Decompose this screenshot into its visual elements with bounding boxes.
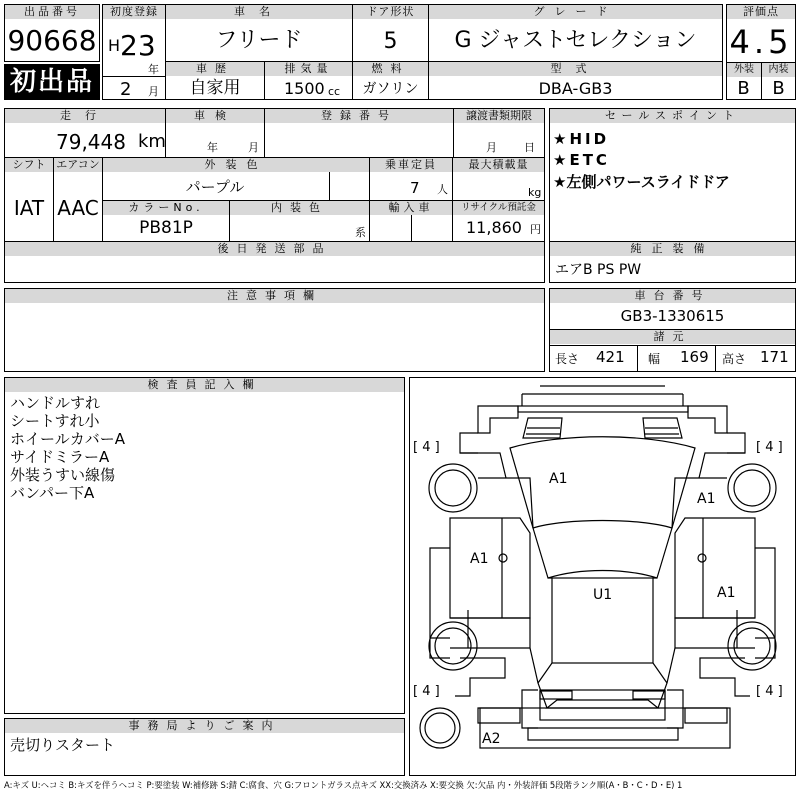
length-label: 長さ	[555, 352, 580, 366]
score-label: 評価点	[727, 5, 795, 19]
interior-color-unit: 系	[355, 226, 366, 239]
grade-value: G ジャストセレクション	[454, 28, 697, 53]
tire-tread-mark: [ 4 ]	[756, 684, 783, 699]
inspection-label: 車検	[166, 109, 264, 123]
exterior-color: パープル	[185, 178, 245, 196]
door-count: 5	[383, 29, 398, 54]
inspector-note: シートすれ小	[10, 412, 100, 430]
chassis-number: GB3-1330615	[620, 307, 725, 325]
damage-mark: A1	[470, 551, 489, 567]
shift-label: シフト	[5, 158, 53, 172]
capacity: 7	[410, 179, 420, 197]
inspector-note: 外装うすい線傷	[10, 466, 116, 484]
tire-tread-mark: [ 4 ]	[413, 440, 440, 455]
car-name: フリード	[215, 28, 303, 53]
office-label: 事務局よりご案内	[5, 719, 404, 733]
capacity-unit: 人	[437, 183, 448, 196]
exterior-grade-label: 外装	[727, 63, 761, 77]
color-number: PB81P	[139, 218, 193, 238]
interior-grade-label: 内装	[762, 63, 795, 77]
transfer-month-unit: 月	[486, 141, 497, 154]
damage-mark: A1	[697, 491, 716, 507]
sales-point: ★HID	[553, 130, 610, 148]
damage-mark: A2	[482, 731, 501, 747]
inspection-year-unit: 年	[207, 141, 218, 154]
history-label: 車歴	[166, 62, 264, 76]
damage-mark: U1	[593, 587, 613, 603]
recycle-fee-unit: 円	[530, 223, 541, 236]
length-value: 421	[596, 348, 625, 366]
inspector-note: バンパー下A	[10, 484, 95, 502]
first-listing-badge: 初出品	[4, 64, 100, 100]
later-parts-label: 後日発送部品	[5, 242, 544, 256]
inspector-note: ホイールカバーA	[10, 430, 125, 448]
sales-point: ★ETC	[553, 151, 610, 169]
recycle-fee-label: リサイクル預託金	[453, 201, 544, 215]
interior-color-label: 内装色	[230, 201, 369, 215]
lot-number-label: 出品番号	[5, 5, 99, 19]
registration-month: 2	[120, 79, 132, 100]
mileage: 79,448	[56, 130, 126, 154]
inspection-month-unit: 月	[248, 141, 259, 154]
interior-grade: B	[772, 78, 785, 99]
registration-number-label: 登録番号	[265, 109, 453, 123]
model-code-label: 型式	[429, 62, 722, 76]
displacement-label: 排気量	[265, 62, 352, 76]
color-number-label: カラーNo.	[103, 201, 229, 215]
inspector-label: 検査員記入欄	[5, 378, 404, 392]
inspector-note: サイドミラーA	[10, 448, 110, 466]
width-label: 幅	[648, 352, 661, 366]
registration-era: H	[108, 36, 121, 55]
damage-diagram	[409, 377, 796, 776]
inspector-note: ハンドルすれ	[10, 394, 101, 412]
model-code: DBA-GB3	[538, 79, 613, 98]
chassis-label: 車台番号	[550, 289, 795, 303]
month-unit: 月	[148, 85, 159, 98]
sales-points-label: セールスポイント	[550, 109, 795, 123]
height-value: 171	[760, 348, 789, 366]
grade-label: グレード	[429, 5, 722, 19]
transfer-day-unit: 日	[524, 141, 535, 154]
exterior-color-label: 外装色	[103, 158, 369, 172]
registration-year: 23	[120, 29, 156, 62]
office-note: 売切りスタート	[10, 736, 116, 754]
fuel-type: ガソリン	[362, 81, 419, 97]
mileage-unit: km	[138, 131, 166, 152]
notes-label: 注意事項欄	[5, 289, 544, 303]
fuel-label: 燃料	[353, 62, 428, 76]
year-unit: 年	[148, 63, 159, 76]
specs-label: 諸元	[550, 330, 795, 344]
max-load-label: 最大積載量	[453, 158, 544, 172]
max-load-unit: kg	[528, 186, 542, 199]
car-name-label: 車名	[166, 5, 352, 19]
shift-value: IAT	[13, 196, 45, 220]
score-value: 4.5	[729, 23, 793, 61]
exterior-grade: B	[737, 78, 750, 99]
tire-tread-mark: [ 4 ]	[413, 684, 440, 699]
first-registration-label: 初度登録	[103, 5, 165, 19]
damage-mark: A1	[717, 585, 736, 601]
transfer-deadline-label: 譲渡書類期限	[454, 109, 544, 123]
recycle-fee: 11,860	[466, 218, 522, 237]
height-label: 高さ	[722, 352, 747, 366]
capacity-label: 乗車定員	[370, 158, 452, 172]
door-type-label: ドア形状	[353, 5, 428, 19]
lot-number: 90668	[7, 24, 97, 57]
ac-value: AAC	[57, 196, 99, 220]
equipment-value: エアB PS PW	[555, 262, 642, 278]
width-value: 169	[680, 348, 709, 366]
tire-tread-mark: [ 4 ]	[756, 440, 783, 455]
vehicle-history: 自家用	[189, 78, 241, 98]
mileage-label: 走行	[5, 109, 165, 123]
import-label: 輸入車	[370, 201, 452, 215]
sales-point: ★左側パワースライドドア	[553, 173, 730, 191]
damage-mark: A1	[549, 471, 568, 487]
displacement-unit: cc	[328, 85, 341, 98]
legend-text: A:キズ U:ヘコミ B:キズを伴うヘコミ P:要塗装 W:補修跡 S:錆 C:腐食、穴 G:フロントガラス点キズ XX:交換済み X:要交換 欠:欠品 内・外装評価 5段階ランク順(A・B・C・D・E) 1	[4, 780, 683, 790]
ac-label: エアコン	[54, 158, 102, 172]
equipment-label: 純正装備	[550, 242, 795, 256]
displacement: 1500	[284, 79, 325, 98]
